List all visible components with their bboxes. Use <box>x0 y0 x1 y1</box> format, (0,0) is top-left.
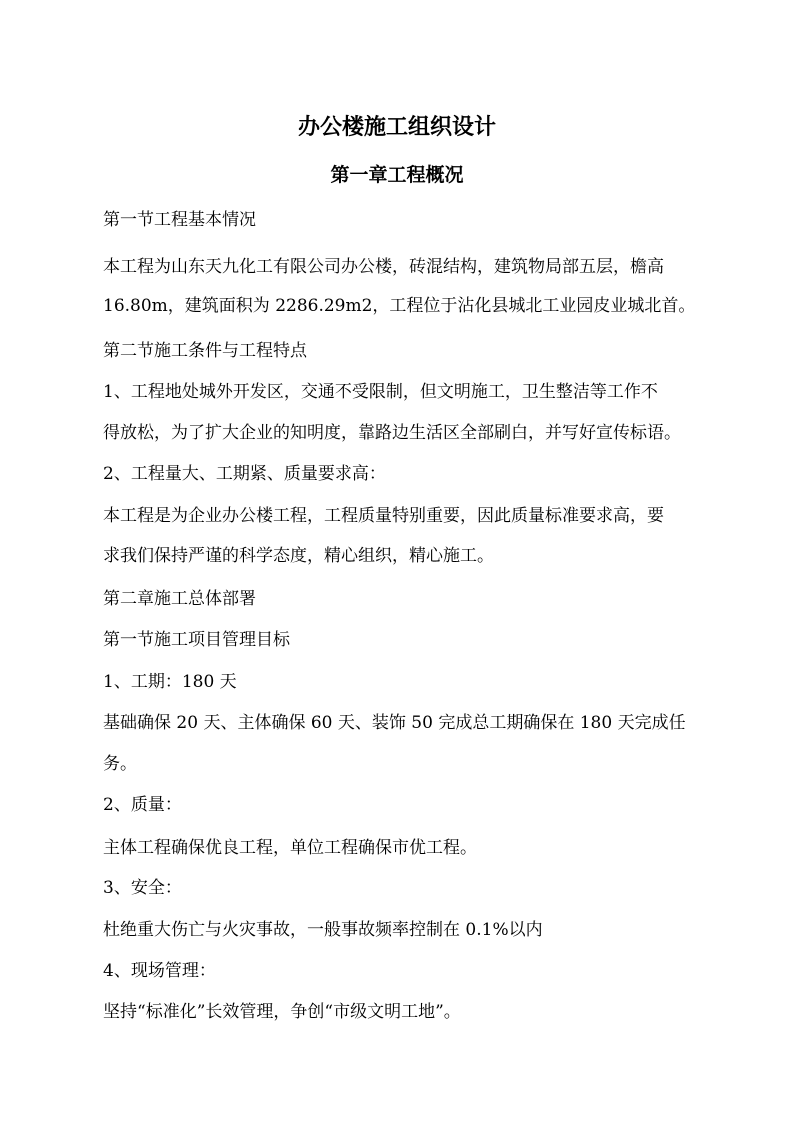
paragraph-line: 3、安全： <box>103 878 182 898</box>
paragraph-line: 16.80m，建筑面积为 2286.29m2，工程位于沾化县城北工业园皮业城北首。 <box>103 296 696 316</box>
section-heading: 第二节施工条件与工程特点 <box>103 341 307 361</box>
paragraph-line: 4、现场管理： <box>103 961 216 981</box>
paragraph-line: 主体工程确保优良工程，单位工程确保市优工程。 <box>103 838 477 858</box>
paragraph-line: 本工程为山东天九化工有限公司办公楼，砖混结构，建筑物局部五层，檐高 <box>103 257 664 277</box>
paragraph-line: 杜绝重大伤亡与火灾事故，一般事故频率控制在 0.1%以内 <box>103 920 543 940</box>
paragraph-line: 坚持“标准化”长效管理，争创“市级文明工地”。 <box>103 1002 461 1022</box>
document-title: 办公楼施工组织设计 <box>297 115 496 140</box>
paragraph-line: 求我们保持严谨的科学态度，精心组织，精心施工。 <box>103 546 494 566</box>
paragraph-line: 2、质量： <box>103 795 182 815</box>
paragraph-line: 1、工期：180 天 <box>103 672 237 692</box>
chapter-heading: 第一章工程概况 <box>330 164 464 186</box>
paragraph-line: 本工程是为企业办公楼工程，工程质量特别重要，因此质量标准要求高，要 <box>103 506 664 526</box>
paragraph-line: 务。 <box>103 754 137 774</box>
paragraph-line: 1、工程地处城外开发区，交通不受限制，但文明施工，卫生整洁等工作不 <box>103 382 658 402</box>
paragraph-line: 基础确保 20 天、主体确保 60 天、装饰 50 完成总工期确保在 180 天完成任 <box>103 713 686 733</box>
paragraph-line: 2、工程量大、工期紧、质量要求高： <box>103 464 386 484</box>
chapter-line: 第二章施工总体部署 <box>103 589 256 609</box>
section-heading: 第一节施工项目管理目标 <box>103 630 290 650</box>
paragraph-line: 得放松，为了扩大企业的知明度，靠路边生活区全部刷白，并写好宣传标语。 <box>103 423 681 443</box>
section-heading: 第一节工程基本情况 <box>103 210 256 230</box>
